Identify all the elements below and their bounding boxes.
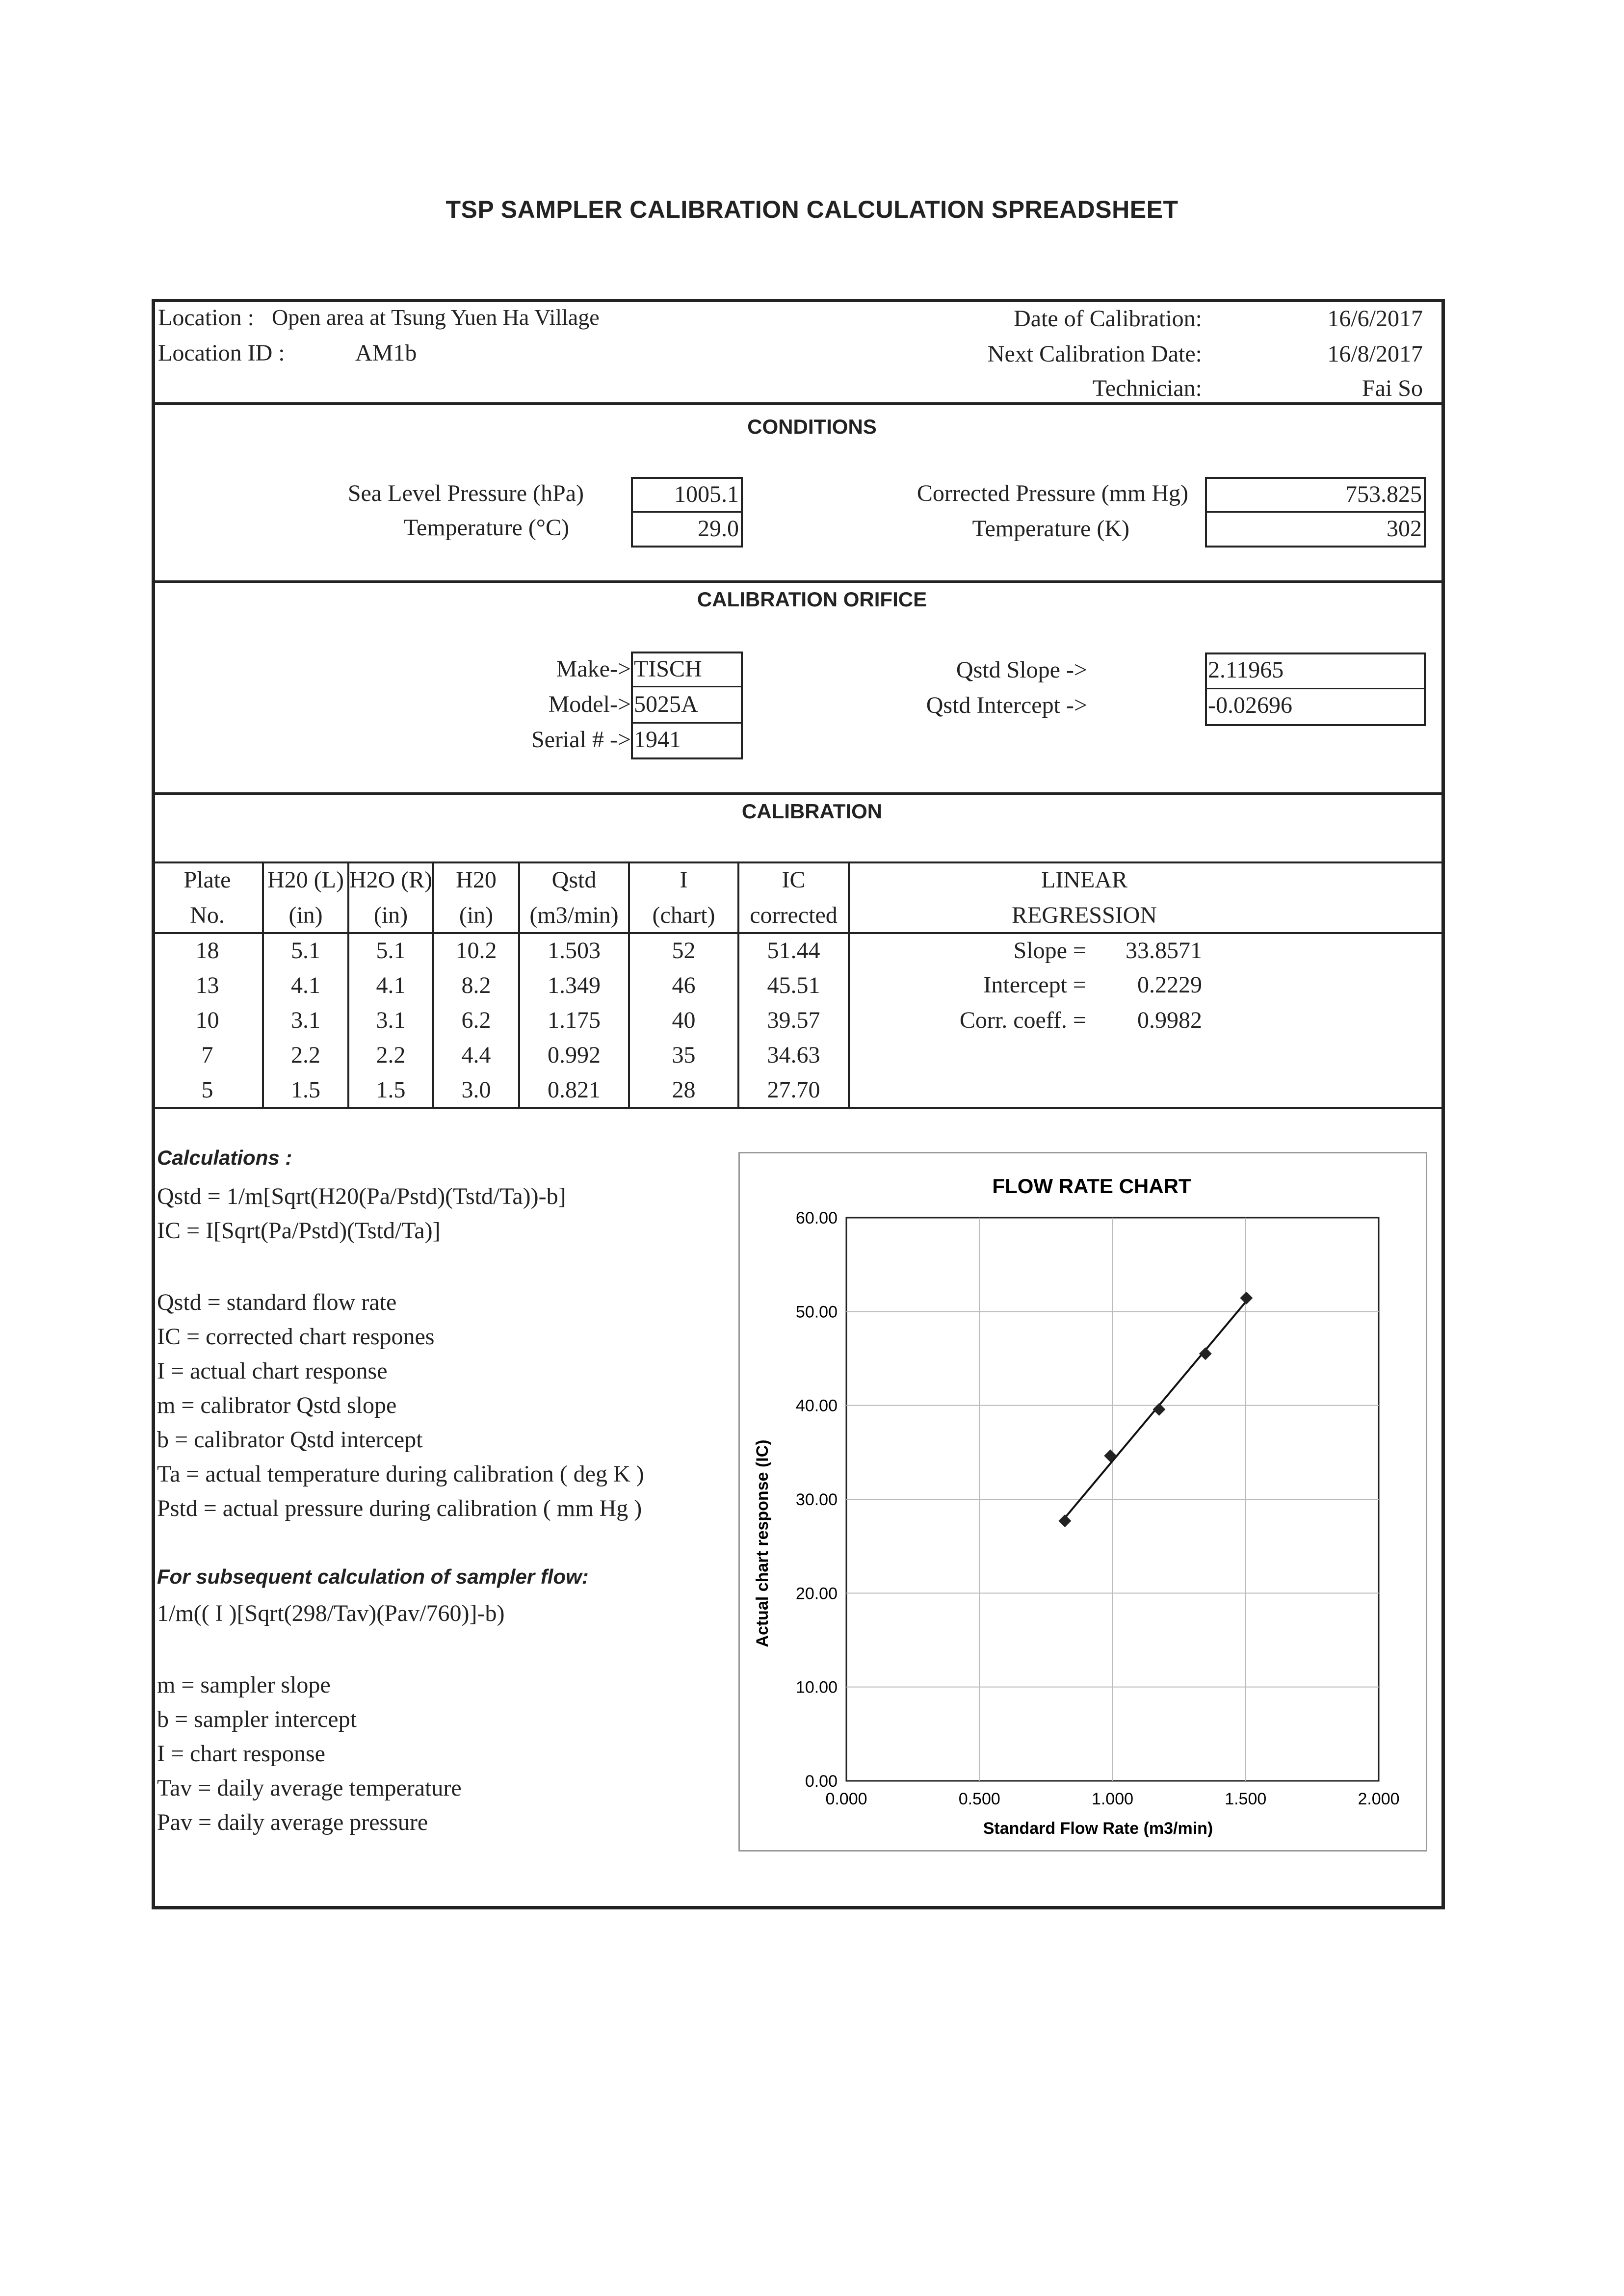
table-cell: 18: [195, 938, 219, 964]
next-calibration-value: 16/8/2017: [1327, 341, 1423, 367]
table-header-cell: I: [680, 867, 688, 893]
subsequent-formula: 1/m(( I )[Sqrt(298/Tav)(Pav/760)]-b): [157, 1600, 505, 1626]
model-value: 5025A: [634, 691, 698, 717]
divider: [152, 792, 1445, 795]
table-cell: 3.1: [291, 1007, 320, 1033]
serial-label: Serial # ->: [531, 727, 631, 753]
divider: [152, 1107, 1445, 1109]
table-cell: 40: [672, 1007, 696, 1033]
y-tick-label: 20.00: [795, 1584, 838, 1603]
x-tick-label: 0.000: [825, 1790, 867, 1808]
table-cell: 27.70: [767, 1077, 820, 1103]
serial-value: 1941: [634, 727, 681, 753]
y-tick-label: 60.00: [795, 1209, 838, 1227]
x-axis-label: Standard Flow Rate (m3/min): [983, 1819, 1213, 1838]
table-header-cell: (in): [373, 902, 408, 928]
regression-slope-value: 33.8571: [1126, 938, 1202, 964]
table-header-cell: No.: [190, 902, 225, 928]
conditions-title: CONDITIONS: [747, 415, 877, 438]
data-point: [1104, 1449, 1117, 1462]
qstd-slope-value: 2.11965: [1208, 657, 1284, 683]
divider: [631, 511, 743, 513]
calibration-title: CALIBRATION: [741, 800, 883, 823]
table-cell: 6.2: [461, 1007, 491, 1033]
definition-item: IC = corrected chart respones: [157, 1324, 435, 1350]
table-cell: 46: [672, 972, 696, 998]
table-cell: 4.4: [461, 1042, 491, 1068]
definition-item: I = actual chart response: [157, 1358, 388, 1384]
sampler-definition-item: b = sampler intercept: [157, 1706, 357, 1732]
table-header-cell: IC: [782, 867, 806, 893]
page-title: TSP SAMPLER CALIBRATION CALCULATION SPREADSHEET: [445, 196, 1179, 223]
table-cell: 3.1: [376, 1007, 406, 1033]
date-of-calibration-value: 16/6/2017: [1327, 306, 1423, 332]
table-cell: 4.1: [291, 972, 320, 998]
table-cell: 2.2: [376, 1042, 406, 1068]
sea-level-pressure-label: Sea Level Pressure (hPa): [347, 480, 584, 506]
definition-item: b = calibrator Qstd intercept: [157, 1427, 423, 1453]
table-header-cell: (in): [288, 902, 323, 928]
table-header-cell: H2O (R): [349, 867, 433, 893]
qstd-intercept-label: Qstd Intercept ->: [926, 692, 1087, 718]
table-header-cell: H20 (L): [267, 867, 344, 893]
sea-level-pressure-value: 1005.1: [674, 481, 739, 507]
table-cell: 28: [672, 1077, 696, 1103]
regression-slope-label: Slope =: [1013, 938, 1086, 964]
divider: [152, 932, 1445, 934]
regression-title-1: LINEAR: [1041, 867, 1127, 893]
y-tick-label: 30.00: [795, 1490, 838, 1509]
technician-value: Fai So: [1362, 375, 1423, 401]
sampler-definition-item: Tav = daily average temperature: [157, 1775, 462, 1801]
location-label: Location :: [158, 305, 254, 331]
x-tick-label: 0.500: [958, 1790, 1000, 1808]
table-header-cell: (m3/min): [529, 902, 619, 928]
table-cell: 39.57: [767, 1007, 820, 1033]
y-tick-label: 0.00: [805, 1772, 838, 1791]
formula-qstd: Qstd = 1/m[Sqrt(H20(Pa/Pstd)(Tstd/Ta))-b]: [157, 1183, 566, 1209]
temperature-c-value: 29.0: [698, 516, 739, 542]
divider: [152, 861, 1445, 863]
divider: [631, 722, 743, 724]
table-cell: 0.992: [548, 1042, 601, 1068]
sampler-definition-item: Pav = daily average pressure: [157, 1809, 428, 1835]
table-header-cell: H20: [456, 867, 497, 893]
table-cell: 51.44: [767, 938, 820, 964]
table-cell: 1.175: [548, 1007, 601, 1033]
table-cell: 5.1: [376, 938, 406, 964]
definition-item: Qstd = standard flow rate: [157, 1289, 397, 1315]
table-cell: 13: [195, 972, 219, 998]
model-label: Model->: [548, 691, 631, 717]
next-calibration-label: Next Calibration Date:: [987, 341, 1202, 367]
temperature-k-value: 302: [1387, 516, 1422, 542]
table-header-cell: Qstd: [551, 867, 597, 893]
location-id-label: Location ID :: [158, 340, 285, 366]
divider: [631, 686, 743, 687]
chart-title: FLOW RATE CHART: [992, 1174, 1191, 1198]
table-cell: 3.0: [461, 1077, 491, 1103]
qstd-slope-label: Qstd Slope ->: [956, 657, 1087, 683]
regression-corr-value: 0.9982: [1137, 1007, 1202, 1033]
y-tick-label: 50.00: [795, 1303, 838, 1322]
table-header-cell: (chart): [652, 902, 715, 928]
table-cell: 34.63: [767, 1042, 820, 1068]
technician-label: Technician:: [1092, 375, 1202, 401]
table-header-cell: corrected: [750, 902, 838, 928]
table-cell: 10: [195, 1007, 219, 1033]
qstd-intercept-value: -0.02696: [1208, 692, 1292, 718]
regression-intercept-label: Intercept =: [983, 972, 1086, 998]
table-cell: 5.1: [291, 938, 320, 964]
sampler-definition-item: I = chart response: [157, 1741, 325, 1767]
temperature-c-label: Temperature (°C): [403, 515, 569, 541]
definition-item: Pstd = actual pressure during calibration ( mm Hg ): [157, 1495, 642, 1521]
date-of-calibration-label: Date of Calibration:: [1014, 306, 1202, 332]
formula-ic: IC = I[Sqrt(Pa/Pstd)(Tstd/Ta)]: [157, 1218, 441, 1244]
regression-title-2: REGRESSION: [1011, 902, 1157, 928]
table-cell: 10.2: [455, 938, 497, 964]
table-cell: 1.5: [291, 1077, 320, 1103]
location-value: Open area at Tsung Yuen Ha Village: [272, 305, 600, 330]
data-point: [1240, 1292, 1253, 1305]
divider: [152, 402, 1445, 405]
calibration-orifice-title: CALIBRATION ORIFICE: [697, 588, 927, 611]
table-cell: 1.5: [376, 1077, 406, 1103]
location-id-value: AM1b: [355, 340, 417, 366]
table-cell: 8.2: [461, 972, 491, 998]
sampler-definitions-list: [157, 1668, 462, 1840]
x-tick-label: 2.000: [1358, 1790, 1400, 1808]
x-tick-label: 1.000: [1091, 1790, 1134, 1808]
table-cell: 4.1: [376, 972, 406, 998]
make-value: TISCH: [634, 656, 702, 682]
table-cell: 35: [672, 1042, 696, 1068]
table-cell: 1.503: [548, 938, 601, 964]
divider: [152, 580, 1445, 583]
data-point: [1058, 1514, 1071, 1527]
y-tick-label: 10.00: [795, 1678, 838, 1697]
definition-item: Ta = actual temperature during calibration ( deg K ): [157, 1461, 644, 1487]
make-label: Make->: [556, 656, 631, 682]
definition-item: m = calibrator Qstd slope: [157, 1392, 397, 1418]
table-cell: 7: [201, 1042, 213, 1068]
table-cell: 52: [672, 938, 696, 964]
divider: [1205, 688, 1426, 689]
table-cell: 2.2: [291, 1042, 320, 1068]
subsequent-heading: For subsequent calculation of sampler flow:: [157, 1565, 589, 1588]
table-header-cell: Plate: [183, 867, 231, 893]
y-tick-label: 40.00: [795, 1396, 838, 1415]
table-cell: 1.349: [548, 972, 601, 998]
flow-rate-chart-svg: [738, 1152, 1427, 1852]
regression-corr-label: Corr. coeff. =: [959, 1007, 1086, 1033]
temperature-k-label: Temperature (K): [972, 516, 1129, 542]
table-cell: 0.821: [548, 1077, 601, 1103]
x-tick-label: 1.500: [1225, 1790, 1267, 1808]
table-cell: 45.51: [767, 972, 820, 998]
regression-intercept-value: 0.2229: [1137, 972, 1202, 998]
calculations-heading: Calculations :: [157, 1146, 292, 1169]
corrected-pressure-value: 753.825: [1345, 481, 1422, 507]
table-cell: 5: [201, 1077, 213, 1103]
corrected-pressure-label: Corrected Pressure (mm Hg): [917, 480, 1188, 506]
divider: [1205, 511, 1426, 513]
table-header-cell: (in): [459, 902, 494, 928]
data-point: [1199, 1347, 1212, 1360]
definitions-list: [157, 1285, 644, 1526]
y-axis-label: Actual chart response (IC): [753, 1439, 772, 1647]
sampler-definition-item: m = sampler slope: [157, 1672, 331, 1698]
